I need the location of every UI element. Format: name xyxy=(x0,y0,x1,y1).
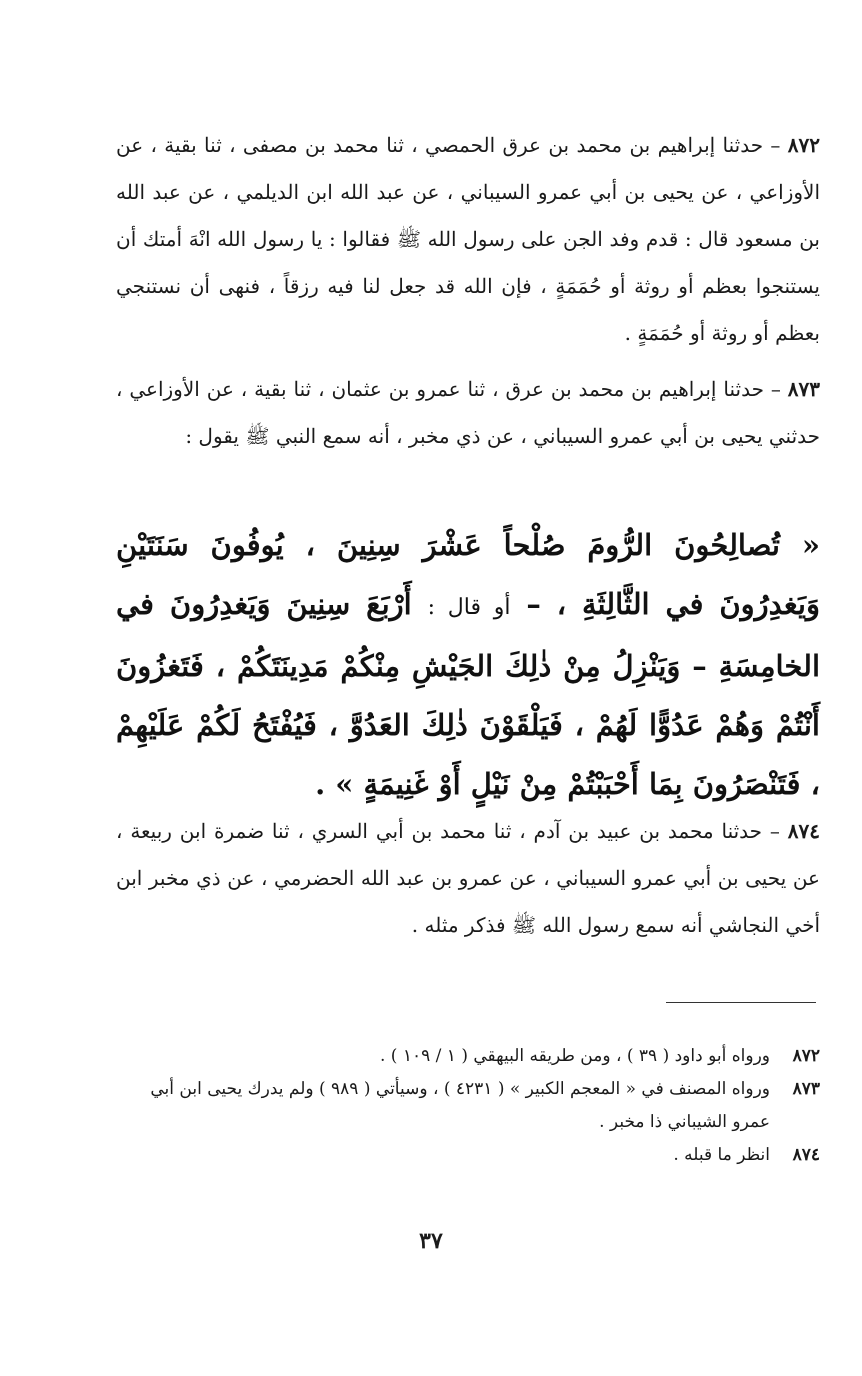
footnote-872 xyxy=(116,1040,820,1073)
narrator-aside: أو قال : xyxy=(427,595,511,620)
hadith-text: – حدثنا محمد بن عبيد بن آدم ، ثنا محمد بن أبي السري ، ثنا ضمرة ابن ربيعة ، عن يحيى بن أبي عمرو السيباني ، عن عمرو بن عبد الله الحضرمي ، عن ذي مخبر ابن أخي النجاشي أنه سمع رسول الله ﷺ فذكر مثله . xyxy=(116,819,820,937)
page-number: ٣٧ xyxy=(419,1228,443,1254)
hadith-text: – حدثنا إبراهيم بن محمد بن عرق الحمصي ، ثنا محمد بن مصفى ، ثنا بقية ، عن الأوزاعي ، عن يحيى بن أبي عمرو السيباني ، عن عبد الله ابن الديلمي ، عن عبد الله بن مسعود قال : قدم وفد الجن على رسول الله ﷺ فقالوا : يا رسول الله انْهَ أمتك أن يستنجوا بعظم أو روثة أو حُمَمَةٍ ، فإن الله قد جعل لنا فيه رزقاً ، فنهى أن نستنجي بعظم أو روثة أو حُمَمَةٍ . xyxy=(116,133,820,345)
footnote-divider xyxy=(666,1002,816,1003)
footnote-number: ٨٧٢ xyxy=(792,1046,820,1066)
matn-part-2: أَرْبَعَ سِنِينَ وَيَغدِرُونَ في الخامِسَةِ – وَيَنْزِلُ مِنْ ذٰلِكَ الجَيْشِ مِنْكُمْ مَدِينَتَكُمْ ، فَتَغزُونَ أَنْتُمْ وَهُمْ عَدُوًّا لَهُمْ ، فَيَلْقَوْنَ ذٰلِكَ العَدُوَّ ، فَيُفْتَحُ لَكُمْ عَلَيْهِمْ ، فَتَنْصَرُونَ بِمَا أَحْبَبْتُمْ مِنْ نَيْلٍ أَوْ غَنِيمَةٍ » . xyxy=(116,587,820,801)
prophetic-saying xyxy=(116,516,820,814)
matn-part-1: « تُصالِحُونَ الرُّومَ صُلْحاً عَشْرَ سِنِينَ ، يُوفُونَ سَنَتَيْنِ وَيَغدِرُونَ في الثَّالِثَةِ ، – xyxy=(116,528,820,621)
footnote-text: ورواه المصنف في « المعجم الكبير » ( ٤٢٣١ ) ، وسيأتي ( ٩٨٩ ) ولم يدرك يحيى ابن أبي عمرو الشيباني ذا مخبر . xyxy=(150,1079,770,1132)
hadith-873 xyxy=(116,366,820,460)
footnote-text: ورواه أبو داود ( ٣٩ ) ، ومن طريقه البيهقي ( ١ / ١٠٩ ) . xyxy=(380,1046,770,1066)
hadith-number: ٨٧٣ xyxy=(787,377,820,401)
hadith-number: ٨٧٢ xyxy=(787,133,820,157)
footnote-text: انظر ما قبله . xyxy=(673,1145,770,1165)
hadith-number: ٨٧٤ xyxy=(787,819,820,843)
footnote-873 xyxy=(116,1073,820,1139)
footnote-number: ٨٧٣ xyxy=(792,1079,820,1099)
footnote-874 xyxy=(116,1139,820,1172)
hadith-text: – حدثنا إبراهيم بن محمد بن عرق ، ثنا عمرو بن عثمان ، ثنا بقية ، عن الأوزاعي ، حدثني يحيى بن أبي عمرو السيباني ، عن ذي مخبر ، أنه سمع النبي ﷺ يقول : xyxy=(116,377,820,448)
footnote-number: ٨٧٤ xyxy=(792,1145,820,1165)
hadith-872 xyxy=(116,122,820,357)
footnotes xyxy=(116,1040,820,1172)
hadith-874 xyxy=(116,808,820,949)
